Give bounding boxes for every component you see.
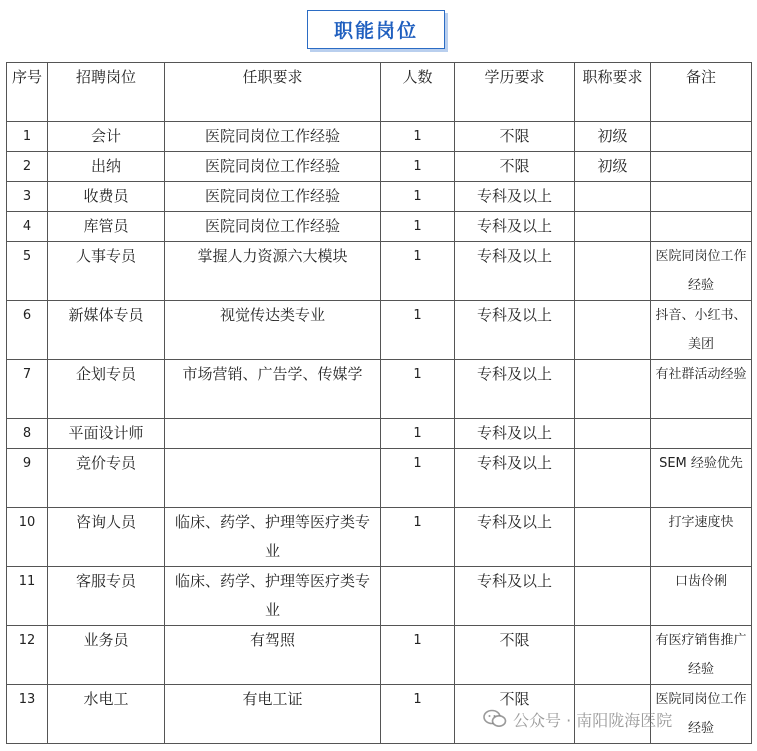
cell-title-req: 初级 <box>575 152 651 182</box>
header-title-req: 职称要求 <box>575 63 651 122</box>
header-note: 备注 <box>651 63 752 122</box>
cell-requirement: 医院同岗位工作经验 <box>165 182 381 212</box>
cell-requirement: 医院同岗位工作经验 <box>165 152 381 182</box>
cell-education: 不限 <box>455 122 575 152</box>
cell-position: 会计 <box>48 122 165 152</box>
cell-seq: 6 <box>7 301 48 360</box>
cell-education: 专科及以上 <box>455 360 575 419</box>
wechat-icon <box>483 709 507 729</box>
cell-position: 水电工 <box>48 685 165 744</box>
cell-note: 医院同岗位工作经验 <box>651 242 752 301</box>
cell-position: 平面设计师 <box>48 419 165 449</box>
cell-requirement: 掌握人力资源六大模块 <box>165 242 381 301</box>
cell-count: 1 <box>381 508 455 567</box>
cell-note <box>651 122 752 152</box>
cell-count: 1 <box>381 122 455 152</box>
cell-title-req <box>575 182 651 212</box>
cell-seq: 13 <box>7 685 48 744</box>
cell-education: 专科及以上 <box>455 242 575 301</box>
table-row <box>7 242 752 301</box>
cell-count: 1 <box>381 626 455 685</box>
cell-education: 专科及以上 <box>455 508 575 567</box>
cell-title-req <box>575 212 651 242</box>
cell-count: 1 <box>381 301 455 360</box>
cell-seq: 4 <box>7 212 48 242</box>
cell-requirement: 临床、药学、护理等医疗类专业 <box>165 567 381 626</box>
cell-count: 1 <box>381 449 455 508</box>
table-row <box>7 508 752 567</box>
cell-note: 医院同岗位工作经验 <box>651 685 752 744</box>
watermark <box>483 707 672 731</box>
cell-requirement <box>165 419 381 449</box>
cell-education: 专科及以上 <box>455 212 575 242</box>
header-count: 人数 <box>381 63 455 122</box>
cell-count <box>381 567 455 626</box>
cell-education: 专科及以上 <box>455 419 575 449</box>
cell-title-req: 初级 <box>575 122 651 152</box>
section-title-box <box>307 10 445 49</box>
table-row <box>7 122 752 152</box>
cell-requirement: 有电工证 <box>165 685 381 744</box>
cell-seq: 3 <box>7 182 48 212</box>
header-requirement: 任职要求 <box>165 63 381 122</box>
cell-position: 咨询人员 <box>48 508 165 567</box>
cell-seq: 8 <box>7 419 48 449</box>
cell-note <box>651 152 752 182</box>
cell-title-req <box>575 360 651 419</box>
cell-title-req <box>575 419 651 449</box>
cell-education: 不限 <box>455 685 575 744</box>
cell-count: 1 <box>381 242 455 301</box>
table-row <box>7 301 752 360</box>
cell-count: 1 <box>381 152 455 182</box>
cell-seq: 11 <box>7 567 48 626</box>
cell-education: 专科及以上 <box>455 182 575 212</box>
cell-position: 业务员 <box>48 626 165 685</box>
cell-title-req <box>575 508 651 567</box>
cell-note: 口齿伶俐 <box>651 567 752 626</box>
cell-note: 有社群活动经验 <box>651 360 752 419</box>
cell-title-req <box>575 449 651 508</box>
cell-requirement: 医院同岗位工作经验 <box>165 212 381 242</box>
table-row <box>7 182 752 212</box>
cell-seq: 10 <box>7 508 48 567</box>
cell-position: 客服专员 <box>48 567 165 626</box>
cell-requirement <box>165 449 381 508</box>
cell-title-req <box>575 567 651 626</box>
cell-note <box>651 419 752 449</box>
cell-note: SEM 经验优先 <box>651 449 752 508</box>
table-row <box>7 626 752 685</box>
cell-education: 不限 <box>455 626 575 685</box>
table-row <box>7 152 752 182</box>
cell-seq: 1 <box>7 122 48 152</box>
cell-title-req <box>575 242 651 301</box>
table-row <box>7 449 752 508</box>
cell-position: 新媒体专员 <box>48 301 165 360</box>
cell-count: 1 <box>381 360 455 419</box>
cell-position: 出纳 <box>48 152 165 182</box>
table-row <box>7 567 752 626</box>
cell-requirement: 有驾照 <box>165 626 381 685</box>
watermark-text: 公众号 · 南阳陇海医院 <box>513 710 673 730</box>
table-row <box>7 419 752 449</box>
section-title: 职能岗位 <box>333 20 418 42</box>
cell-note: 抖音、小红书、美团 <box>651 301 752 360</box>
cell-requirement: 临床、药学、护理等医疗类专业 <box>165 508 381 567</box>
cell-title-req <box>575 301 651 360</box>
cell-position: 收费员 <box>48 182 165 212</box>
cell-position: 人事专员 <box>48 242 165 301</box>
cell-seq: 9 <box>7 449 48 508</box>
cell-requirement: 市场营销、广告学、传媒学 <box>165 360 381 419</box>
cell-position: 企划专员 <box>48 360 165 419</box>
cell-education: 专科及以上 <box>455 449 575 508</box>
cell-seq: 5 <box>7 242 48 301</box>
table-row <box>7 360 752 419</box>
header-position: 招聘岗位 <box>48 63 165 122</box>
table-row <box>7 212 752 242</box>
job-table <box>6 62 752 744</box>
header-seq: 序号 <box>7 63 48 122</box>
cell-seq: 12 <box>7 626 48 685</box>
cell-education: 不限 <box>455 152 575 182</box>
cell-position: 库管员 <box>48 212 165 242</box>
cell-note <box>651 182 752 212</box>
cell-education: 专科及以上 <box>455 567 575 626</box>
cell-note <box>651 212 752 242</box>
cell-requirement: 医院同岗位工作经验 <box>165 122 381 152</box>
table-header-row <box>7 63 752 122</box>
cell-count: 1 <box>381 685 455 744</box>
header-education: 学历要求 <box>455 63 575 122</box>
cell-seq: 7 <box>7 360 48 419</box>
cell-count: 1 <box>381 419 455 449</box>
cell-education: 专科及以上 <box>455 301 575 360</box>
cell-count: 1 <box>381 182 455 212</box>
cell-count: 1 <box>381 212 455 242</box>
cell-requirement: 视觉传达类专业 <box>165 301 381 360</box>
cell-note: 有医疗销售推广经验 <box>651 626 752 685</box>
cell-position: 竞价专员 <box>48 449 165 508</box>
cell-title-req <box>575 626 651 685</box>
cell-note: 打字速度快 <box>651 508 752 567</box>
cell-seq: 2 <box>7 152 48 182</box>
